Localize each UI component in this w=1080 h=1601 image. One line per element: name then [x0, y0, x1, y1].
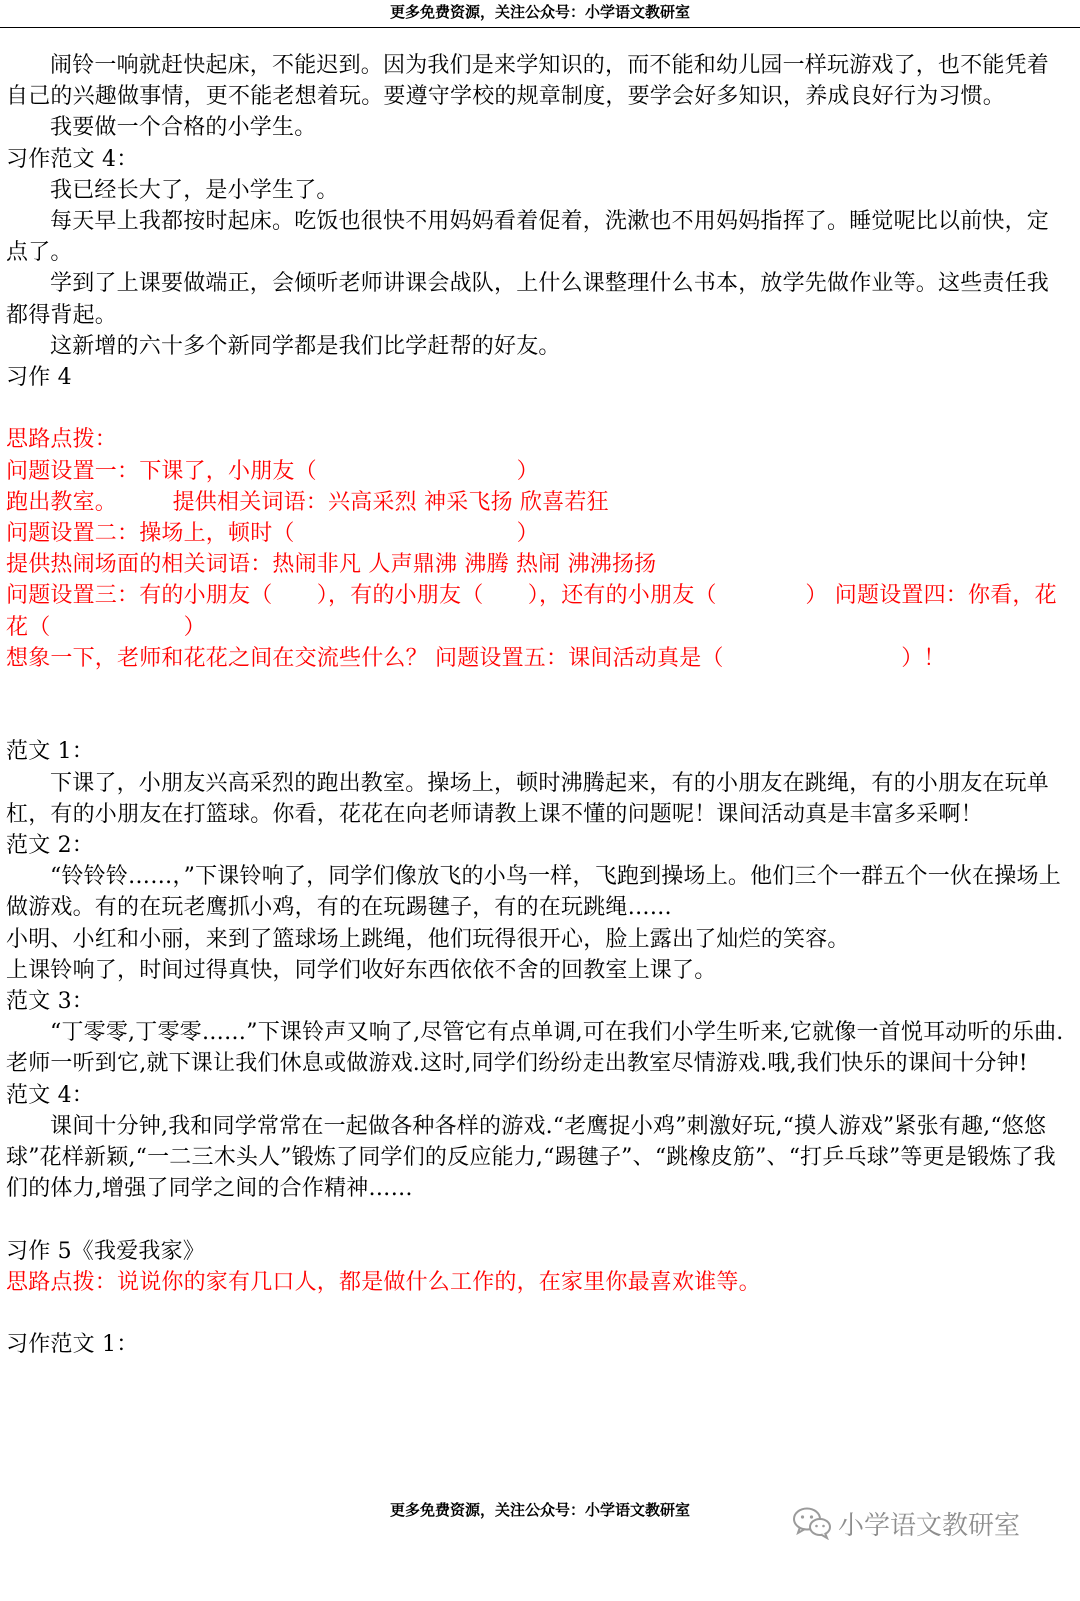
document-body	[6, 50, 1066, 1360]
text-paragraph: 我已经长大了，是小学生了。	[50, 177, 339, 203]
blank-line	[6, 1204, 1066, 1235]
text-paragraph: 我要做一个合格的小学生。	[50, 115, 317, 141]
header-divider	[0, 27, 1080, 28]
text-paragraph: 想象一下，老师和花花之间在交流些什么？ 问题设置五：课间活动真是（ ）！	[6, 645, 946, 671]
page-header: 更多免费资源，关注公众号：小学语文教研室	[389, 3, 690, 21]
text-paragraph: 每天早上我都按时起床。吃饭也很快不用妈妈看着促着，洗漱也不用妈妈指挥了。睡觉呢比以前快，定点了。	[6, 209, 1050, 266]
text-paragraph: 问题设置三：有的小朋友（ ），有的小朋友（ ），还有的小朋友（ ） 问题设置四：你看，花花（ ）	[6, 583, 1057, 640]
text-paragraph: 范文 2：	[6, 833, 94, 859]
text-paragraph: 思路点拨：说说你的家有几口人，都是做什么工作的，在家里你最喜欢谁等。	[6, 1269, 761, 1295]
text-paragraph: “丁零零,丁零零……”下课铃声又响了,尽管它有点单调,可在我们小学生听来,它就像一首悦耳动听的乐曲.老师一听到它,就下课让我们休息或做游戏.这时,同学们纷纷走出教室尽情游戏.哦,我们快乐的课间十分钟!	[6, 1020, 1064, 1077]
text-paragraph: 思路点拨：	[6, 427, 118, 453]
text-paragraph: 课间十分钟,我和同学常常在一起做各种各样的游戏.“老鹰捉小鸡”刺激好玩,“摸人游戏”紧张有趣,“悠悠球”花样新颖,“一二三木头人”锻炼了同学们的反应能力,“踢毽子”、“跳橡皮筋”、“打乒乓球”等更是锻炼了我们的体力,增强了同学之间的合作精神……	[6, 1113, 1056, 1202]
text-paragraph: 范文 3：	[6, 989, 94, 1015]
text-paragraph: 闹铃一响就赶快起床，不能迟到。因为我们是来学知识的，而不能和幼儿园一样玩游戏了，也不能凭着自己的兴趣做事情，更不能老想着玩。要遵守学校的规章制度，要学会好多知识，养成良好行为习惯。	[6, 53, 1050, 110]
text-paragraph: 上课铃响了，时间过得真快，同学们收好东西依依不舍的回教室上课了。	[6, 957, 717, 983]
blank-line	[6, 1298, 1066, 1329]
watermark	[792, 1503, 1020, 1543]
text-paragraph: 习作范文 1：	[6, 1332, 139, 1358]
text-paragraph: 提供热闹场面的相关词语：热闹非凡 人声鼎沸 沸腾 热闹 沸沸扬扬	[6, 552, 657, 578]
text-paragraph: 习作范文 4：	[6, 146, 139, 172]
text-paragraph: 范文 1：	[6, 739, 94, 765]
text-paragraph: 习作 5《我爱我家》	[6, 1238, 205, 1264]
text-paragraph: “铃铃铃……，”下课铃响了，同学们像放飞的小鸟一样，飞跑到操场上。他们三个一群五个一伙在操场上做游戏。有的在玩老鹰抓小鸡，有的在玩踢毽子，有的在玩跳绳……	[6, 864, 1061, 921]
text-paragraph: 问题设置二：操场上，顿时（ ）	[6, 521, 539, 547]
text-paragraph: 小明、小红和小丽，来到了篮球场上跳绳，他们玩得很开心，脸上露出了灿烂的笑容。	[6, 926, 850, 952]
blank-line	[6, 393, 1066, 424]
text-paragraph: 范文 4：	[6, 1082, 94, 1108]
watermark-text: 小学语文教研室	[838, 1510, 1021, 1541]
wechat-icon	[792, 1506, 832, 1540]
text-paragraph: 跑出教室。 提供相关词语：兴高采烈 神采飞扬 欣喜若狂	[6, 489, 609, 515]
blank-line	[6, 705, 1066, 736]
page-footer: 更多免费资源，关注公众号：小学语文教研室	[389, 1501, 690, 1519]
text-paragraph: 下课了，小朋友兴高采烈的跑出教室。操场上，顿时沸腾起来，有的小朋友在跳绳，有的小朋友在玩单杠，有的小朋友在打篮球。你看，花花在向老师请教上课不懂的问题呢！课间活动真是丰富多采啊！	[6, 770, 1050, 827]
text-paragraph: 学到了上课要做端正，会倾听老师讲课会战队，上什么课整理什么书本，放学先做作业等。这些责任我都得背起。	[6, 271, 1050, 328]
blank-line	[6, 674, 1066, 705]
text-paragraph: 习作 4	[6, 365, 72, 391]
text-paragraph: 这新增的六十多个新同学都是我们比学赶帮的好友。	[50, 333, 561, 359]
text-paragraph: 问题设置一：下课了，小朋友（ ）	[6, 458, 539, 484]
